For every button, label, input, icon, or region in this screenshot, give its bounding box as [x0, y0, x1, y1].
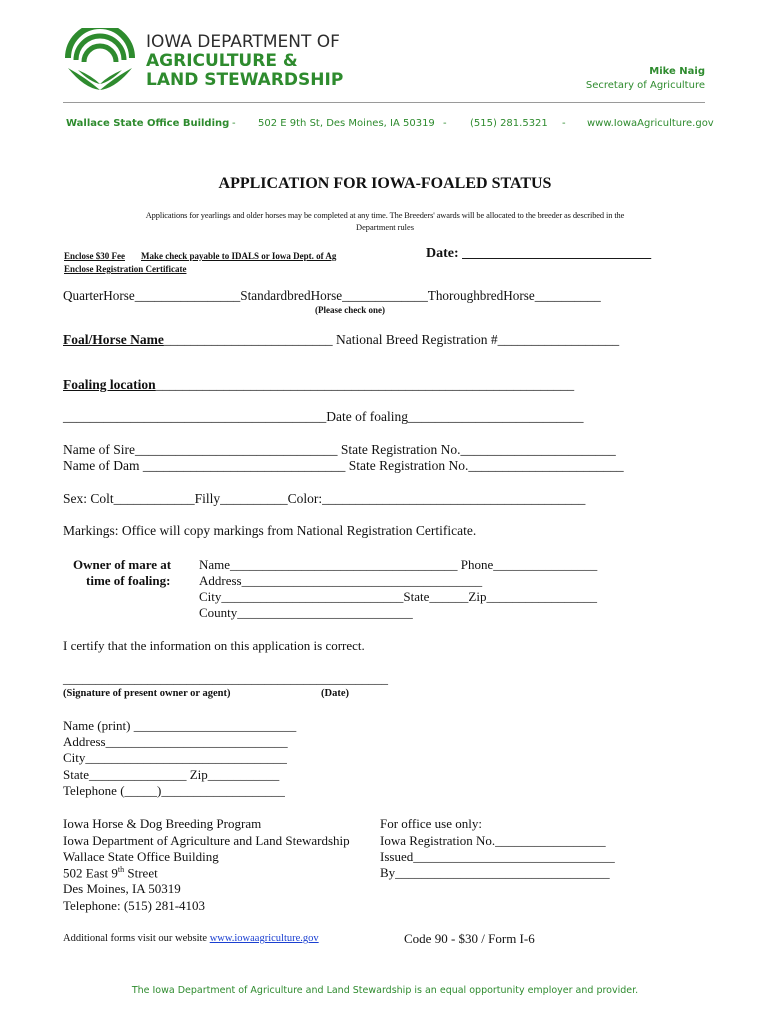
owner-county-field[interactable]: County___________________________: [199, 605, 413, 620]
office-by-field[interactable]: By_________________________________: [380, 865, 610, 880]
signature-date-label: (Date): [321, 688, 349, 699]
owner-name-field[interactable]: Name___________________________________ Phone________________: [199, 557, 598, 572]
separator-2: -: [443, 118, 447, 129]
print-state-field[interactable]: State_______________ Zip___________: [63, 767, 280, 782]
form-code: Code 90 - $30 / Form I-6: [404, 931, 535, 946]
office-issued-field[interactable]: Issued_______________________________: [380, 849, 615, 864]
header-divider: [63, 102, 705, 103]
equal-opportunity-statement: The Iowa Department of Agriculture and Land Stewardship is an equal opportunity employer and provider.: [131, 985, 639, 996]
certify-statement: I certify that the information on this application is correct.: [63, 638, 365, 653]
owner-label-1: Owner of mare at: [73, 557, 172, 572]
sire-field[interactable]: Name of Sire______________________________ State Registration No._______________________: [63, 442, 616, 457]
signature-line[interactable]: __________________________________________________: [63, 671, 388, 686]
office-website: www.IowaAgriculture.gov: [587, 118, 714, 129]
signature-label: (Signature of present owner or agent): [63, 688, 231, 699]
date-of-foaling-field[interactable]: _______________________________________Date of foaling__________________________: [63, 409, 584, 424]
office-registration-field[interactable]: Iowa Registration No._________________: [380, 833, 606, 848]
program-line-6: Telephone: (515) 281-4103: [63, 898, 206, 913]
office-use-heading: For office use only:: [380, 816, 482, 831]
print-city-field[interactable]: City_______________________________: [63, 750, 287, 765]
markings-note: Markings: Office will copy markings from National Registration Certificate.: [63, 523, 477, 538]
foaling-location-row[interactable]: [63, 377, 574, 393]
foaling-location-field[interactable]: ______________________________________________________________: [155, 377, 575, 392]
registration-note: Enclose Registration Certificate: [64, 264, 187, 274]
intro-line-1: Applications for yearlings and older horses may be completed at any time. The Breeders' awards will be allocated to the breeder as described in the: [145, 211, 625, 220]
separator-1: -: [232, 118, 236, 129]
form-title: APPLICATION FOR IOWA-FOALED STATUS: [218, 175, 552, 192]
print-name-field[interactable]: Name (print) _________________________: [63, 718, 297, 733]
program-line-4: 502 East 9th Street: [63, 865, 158, 881]
foal-name-label: Foal/Horse Name: [63, 332, 164, 347]
org-name-line1: IOWA DEPARTMENT OF: [146, 32, 340, 52]
fee-note: Enclose $30 Fee: [64, 251, 125, 261]
office-phone: (515) 281.5321: [470, 118, 548, 129]
org-name-line2: AGRICULTURE &: [146, 51, 298, 71]
owner-label-2: time of foaling:: [86, 573, 171, 588]
print-address-field[interactable]: Address____________________________: [63, 734, 288, 749]
check-one-note: (Please check one): [315, 305, 385, 315]
owner-address-field[interactable]: Address_____________________________________: [199, 573, 483, 588]
program-line-5: Des Moines, IA 50319: [63, 881, 181, 896]
intro-line-2: Department rules: [356, 223, 414, 232]
foal-name-row[interactable]: [63, 332, 619, 348]
program-line-2: Iowa Department of Agriculture and Land Stewardship: [63, 833, 350, 848]
owner-city-field[interactable]: City____________________________State______Zip_________________: [199, 589, 597, 604]
foal-name-field[interactable]: _________________________ National Breed Registration #__________________: [163, 332, 620, 347]
print-phone-field[interactable]: Telephone (_____)___________________: [63, 783, 285, 798]
sex-color-field[interactable]: Sex: Colt____________Filly__________Color:_______________________________________: [63, 491, 586, 506]
secretary-name: Mike Naig: [649, 66, 705, 77]
website-link[interactable]: www.iowaagriculture.gov: [209, 933, 319, 944]
foaling-location-label: Foaling location: [63, 377, 156, 392]
building-name: Wallace State Office Building: [66, 118, 230, 129]
check-note: Make check payable to IDALS or Iowa Dept. of Ag: [141, 251, 337, 261]
org-name-line3: LAND STEWARDSHIP: [146, 70, 344, 90]
additional-forms-note: Additional forms visit our website www.iowaagriculture.gov: [63, 933, 319, 944]
secretary-title: Secretary of Agriculture: [585, 80, 705, 91]
iowa-agriculture-logo-icon: [64, 28, 136, 92]
program-line-3: Wallace State Office Building: [63, 849, 219, 864]
separator-3: -: [562, 118, 566, 129]
dam-field[interactable]: Name of Dam ______________________________ State Registration No._______________________: [63, 458, 624, 473]
office-address: 502 E 9th St, Des Moines, IA 50319: [258, 118, 435, 129]
breed-options[interactable]: QuarterHorse________________StandardbredHorse_____________ThoroughbredHorse__________: [63, 288, 601, 303]
program-line-1: Iowa Horse & Dog Breeding Program: [63, 816, 262, 831]
date-field[interactable]: Date: ___________________________: [426, 246, 652, 261]
